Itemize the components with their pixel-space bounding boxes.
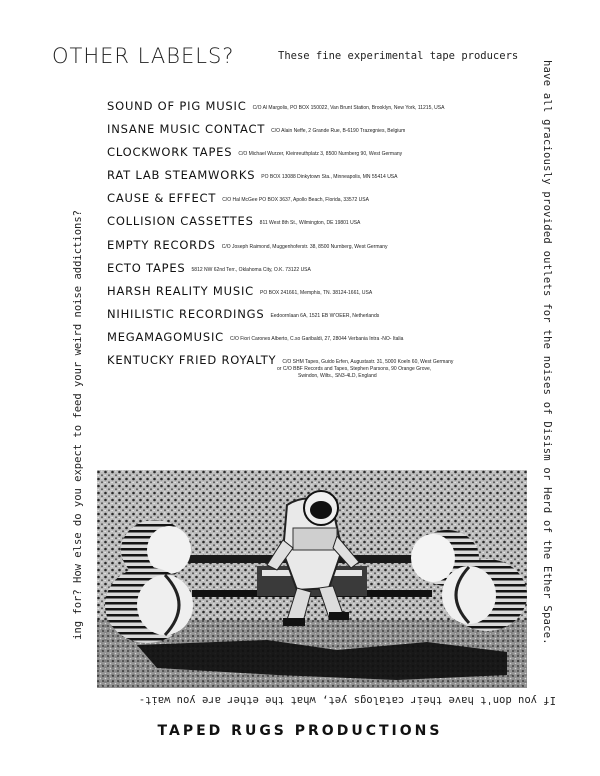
label-address: C/O Al Margolis, PO BOX 150022, Van Brunt Station, Brooklyn, New York, 11215, USA [252, 105, 445, 111]
label-name: COLLISION CASSETTES [107, 214, 254, 228]
label-name: EMPTY RECORDS [107, 238, 216, 252]
label-address: C/O Fiori Carones Alberto, C.so Garibaldi, 27, 28044 Verbania Intra -NO- Italia [229, 336, 404, 342]
label-entry [107, 95, 444, 114]
label-address: PO BOX 13088 Dinkytown Sta., Minneapolis, MN 55414 USA [261, 174, 398, 180]
label-address: C/O Michael Wurzer, Kleinreuthplatz 3, 8500 Nurnberg 90, West Germany [238, 151, 403, 157]
label-address: C/O Joseph Raimond, Muggenhoferstr. 38, 8500 Nurnberg, West Germany [221, 244, 388, 250]
label-address: C/O Hal McGee PO BOX 3637, Apollo Beach, Florida, 33572 USA [222, 197, 369, 203]
intro-text: These fine experimental tape producers [278, 50, 519, 62]
side-text-left: ing for? How else do you expect to feed your weird noise addictions? [72, 210, 84, 640]
label-entry [107, 164, 397, 183]
label-address: 811 West 8th St., Wilmington, DE 19801 USA [259, 220, 361, 226]
label-address: PO BOX 241661, Memphis, TN. 38124-1661, USA [260, 290, 373, 296]
label-entry [107, 187, 369, 206]
label-address: C/O SHM Tapes, Guido Erfen, Augustastr. 31, 5000 Koeln 60, West Germany [282, 359, 454, 365]
label-entry [107, 234, 388, 253]
label-name: SOUND OF PIG MUSIC [107, 99, 247, 113]
label-name: CLOCKWORK TAPES [107, 145, 233, 159]
side-text-right: have all graciously provided outlets for the noises of Disism or Herd of the Ether Space. [541, 60, 553, 645]
label-name: RAT LAB STEAMWORKS [107, 168, 256, 182]
label-entry [107, 210, 360, 229]
label-name: CAUSE & EFFECT [107, 191, 217, 205]
label-entry [107, 118, 405, 137]
extra-address-line: Swindon, Wilts., SN3-4LD, England [298, 373, 377, 379]
astronaut-rover-photo [97, 470, 527, 688]
label-entry [107, 303, 379, 322]
label-entry [107, 141, 402, 160]
label-address: 5812 NW 62nd Terr., Oklahoma City, O.K. 73122 USA [191, 267, 311, 273]
extra-address-line: or C/O BBF Records and Tapes, Stephen Parsons, 90 Orange Grove, [277, 366, 432, 372]
footer-title: TAPED RUGS PRODUCTIONS [157, 723, 443, 739]
label-address: Eedoornlaan 6A, 1521 EB W'OEER, Netherlands [270, 313, 380, 319]
page-title: OTHER LABELS? [52, 44, 235, 68]
label-address: C/O Alain Neffe, 2 Grande Rue, B-6190 Trazegnies, Belgium [271, 128, 406, 134]
label-name: NIHILISTIC RECORDINGS [107, 307, 265, 321]
label-name: INSANE MUSIC CONTACT [107, 122, 266, 136]
label-entry [107, 257, 311, 276]
label-name: ECTO TAPES [107, 261, 186, 275]
side-text-bottom: If you don't have their catalogs yet, what the ether are you wait- [138, 694, 556, 706]
label-name: MEGAMAGOMUSIC [107, 330, 224, 344]
label-entry [107, 326, 403, 345]
label-name: HARSH REALITY MUSIC [107, 284, 254, 298]
label-name: KENTUCKY FRIED ROYALTY [107, 353, 277, 367]
label-entry [107, 280, 372, 299]
